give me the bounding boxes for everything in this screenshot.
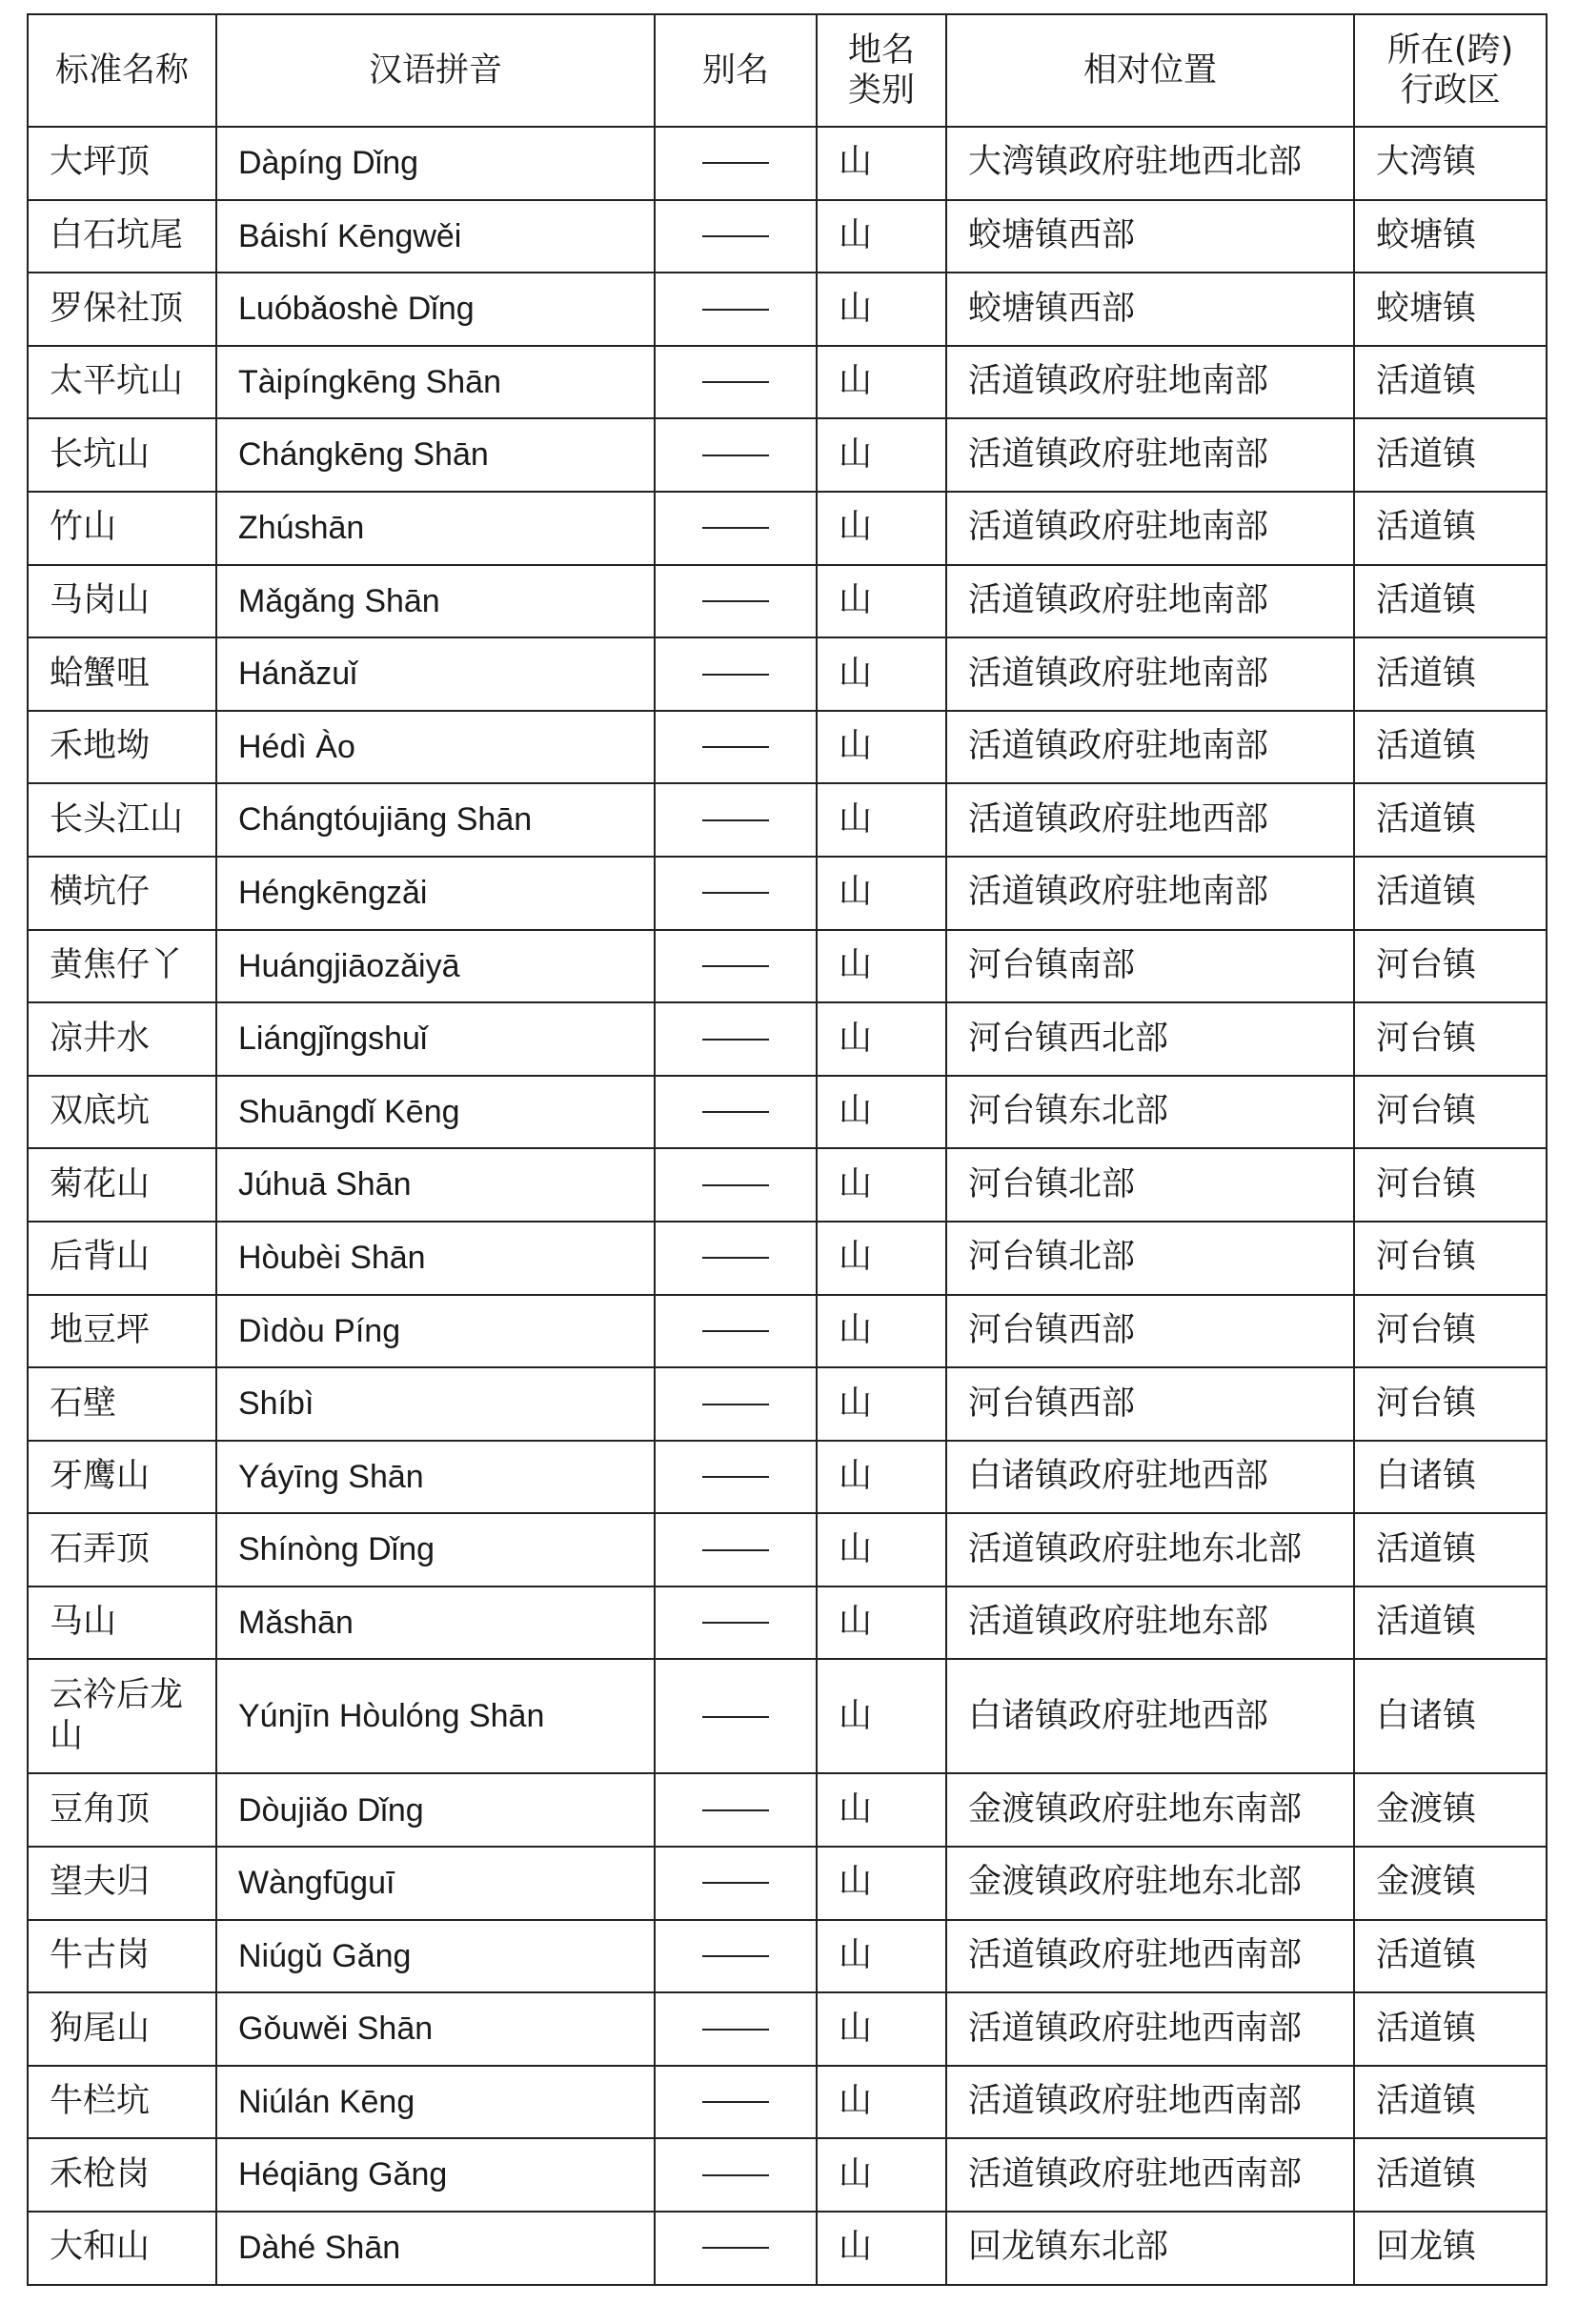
cell-admin-region: 活道镇 [1354, 492, 1547, 565]
cell-alias [655, 2138, 817, 2212]
table-row [28, 1367, 1547, 1441]
cell-relative-position: 金渡镇政府驻地东北部 [946, 1847, 1354, 1920]
table-row [28, 418, 1547, 492]
cell-category: 山 [817, 1148, 946, 1222]
cell-admin-region: 活道镇 [1354, 1586, 1547, 1660]
cell-pinyin: Héqiāng Gǎng [216, 2138, 655, 2212]
cell-pinyin: Liángjǐngshuǐ [216, 1002, 655, 1076]
cell-alias [655, 1076, 817, 1149]
cell-alias [655, 492, 817, 565]
cell-standard-name: 大和山 [28, 2212, 216, 2285]
cell-admin-region: 金渡镇 [1354, 1773, 1547, 1847]
cell-pinyin: Mǎshān [216, 1586, 655, 1660]
table-row [28, 1441, 1547, 1514]
cell-category: 山 [817, 1920, 946, 1993]
table-row [28, 857, 1547, 930]
place-name-table-page [27, 13, 1548, 2286]
no-alias-dash [702, 600, 769, 602]
cell-standard-name: 地豆坪 [28, 1295, 216, 1368]
table-row [28, 565, 1547, 638]
no-alias-dash [702, 1622, 769, 1624]
cell-pinyin: Júhuā Shān [216, 1148, 655, 1222]
cell-standard-name: 云衿后龙山 [28, 1659, 216, 1773]
cell-category: 山 [817, 1441, 946, 1514]
cell-category: 山 [817, 857, 946, 930]
cell-admin-region: 河台镇 [1354, 1295, 1547, 1368]
cell-alias [655, 565, 817, 638]
table-row [28, 1002, 1547, 1076]
cell-pinyin: Niúgǔ Gǎng [216, 1920, 655, 1993]
place-name-table [27, 13, 1548, 2286]
cell-alias [655, 1367, 817, 1441]
cell-standard-name: 石弄顶 [28, 1513, 216, 1586]
cell-category: 山 [817, 1513, 946, 1586]
cell-relative-position: 活道镇政府驻地南部 [946, 418, 1354, 492]
table-body [28, 127, 1547, 2285]
cell-relative-position: 活道镇政府驻地南部 [946, 492, 1354, 565]
cell-pinyin: Yáyīng Shān [216, 1441, 655, 1514]
cell-standard-name: 马岗山 [28, 565, 216, 638]
cell-category: 山 [817, 418, 946, 492]
header-admin-region [1354, 14, 1547, 127]
cell-alias [655, 2066, 817, 2139]
no-alias-dash [702, 235, 769, 237]
cell-alias [655, 127, 817, 200]
table-row [28, 2138, 1547, 2212]
cell-category: 山 [817, 711, 946, 784]
cell-relative-position: 白诸镇政府驻地西部 [946, 1659, 1354, 1773]
cell-relative-position: 活道镇政府驻地东部 [946, 1586, 1354, 1660]
header-standard-name: 标准名称 [28, 14, 216, 127]
cell-admin-region: 活道镇 [1354, 711, 1547, 784]
no-alias-dash [702, 381, 769, 383]
cell-relative-position: 河台镇西部 [946, 1367, 1354, 1441]
cell-admin-region: 河台镇 [1354, 1002, 1547, 1076]
cell-standard-name: 马山 [28, 1586, 216, 1660]
cell-standard-name: 长头江山 [28, 783, 216, 857]
cell-standard-name: 大坪顶 [28, 127, 216, 200]
cell-relative-position: 河台镇南部 [946, 930, 1354, 1003]
cell-admin-region: 活道镇 [1354, 1920, 1547, 1993]
cell-relative-position: 活道镇政府驻地西南部 [946, 1992, 1354, 2066]
cell-relative-position: 活道镇政府驻地南部 [946, 565, 1354, 638]
cell-alias [655, 418, 817, 492]
cell-category: 山 [817, 1586, 946, 1660]
cell-admin-region: 活道镇 [1354, 857, 1547, 930]
cell-relative-position: 河台镇北部 [946, 1222, 1354, 1295]
table-row [28, 1295, 1547, 1368]
cell-relative-position: 白诸镇政府驻地西部 [946, 1441, 1354, 1514]
cell-relative-position: 活道镇政府驻地南部 [946, 857, 1354, 930]
cell-admin-region: 回龙镇 [1354, 2212, 1547, 2285]
header-admin-line1: 所在(跨) [1386, 31, 1514, 70]
cell-pinyin: Niúlán Kēng [216, 2066, 655, 2139]
table-row [28, 127, 1547, 200]
cell-pinyin: Héngkēngzǎi [216, 857, 655, 930]
cell-standard-name: 禾枪岗 [28, 2138, 216, 2212]
cell-category: 山 [817, 1076, 946, 1149]
no-alias-dash [702, 1404, 769, 1405]
table-row [28, 200, 1547, 273]
cell-alias [655, 1513, 817, 1586]
no-alias-dash [702, 1257, 769, 1259]
no-alias-dash [702, 527, 769, 529]
table-row [28, 1659, 1547, 1773]
cell-alias [655, 1295, 817, 1368]
table-row [28, 1513, 1547, 1586]
cell-relative-position: 河台镇东北部 [946, 1076, 1354, 1149]
cell-category: 山 [817, 200, 946, 273]
cell-admin-region: 金渡镇 [1354, 1847, 1547, 1920]
cell-standard-name: 蛤蟹咀 [28, 637, 216, 711]
cell-category: 山 [817, 1659, 946, 1773]
no-alias-dash [702, 1184, 769, 1186]
cell-standard-name: 罗保社顶 [28, 273, 216, 346]
cell-alias [655, 1920, 817, 1993]
cell-category: 山 [817, 2066, 946, 2139]
table-row [28, 1076, 1547, 1149]
cell-admin-region: 河台镇 [1354, 1222, 1547, 1295]
no-alias-dash [702, 2247, 769, 2249]
cell-category: 山 [817, 637, 946, 711]
cell-relative-position: 蛟塘镇西部 [946, 273, 1354, 346]
cell-pinyin: Huángjiāozǎiyā [216, 930, 655, 1003]
no-alias-dash [702, 2174, 769, 2176]
cell-pinyin: Luóbǎoshè Dǐng [216, 273, 655, 346]
cell-standard-name: 凉井水 [28, 1002, 216, 1076]
cell-admin-region: 活道镇 [1354, 637, 1547, 711]
cell-admin-region: 白诸镇 [1354, 1441, 1547, 1514]
no-alias-dash [702, 1476, 769, 1478]
no-alias-dash [702, 1809, 769, 1811]
cell-alias [655, 1773, 817, 1847]
cell-standard-name: 牛栏坑 [28, 2066, 216, 2139]
cell-category: 山 [817, 565, 946, 638]
table-row [28, 1992, 1547, 2066]
cell-alias [655, 783, 817, 857]
cell-category: 山 [817, 1773, 946, 1847]
cell-category: 山 [817, 273, 946, 346]
cell-alias [655, 637, 817, 711]
cell-standard-name: 竹山 [28, 492, 216, 565]
cell-standard-name: 牛古岗 [28, 1920, 216, 1993]
no-alias-dash [702, 1882, 769, 1884]
cell-admin-region: 活道镇 [1354, 1992, 1547, 2066]
cell-standard-name: 后背山 [28, 1222, 216, 1295]
cell-admin-region: 活道镇 [1354, 346, 1547, 419]
no-alias-dash [702, 1039, 769, 1041]
cell-category: 山 [817, 127, 946, 200]
cell-admin-region: 河台镇 [1354, 1148, 1547, 1222]
cell-admin-region: 河台镇 [1354, 1076, 1547, 1149]
cell-pinyin: Chángkēng Shān [216, 418, 655, 492]
cell-standard-name: 白石坑尾 [28, 200, 216, 273]
cell-alias [655, 857, 817, 930]
cell-relative-position: 活道镇政府驻地西南部 [946, 2138, 1354, 2212]
header-category-line1: 地名 [847, 31, 915, 70]
cell-alias [655, 1441, 817, 1514]
no-alias-dash [702, 2029, 769, 2031]
cell-pinyin: Wàngfūguī [216, 1847, 655, 1920]
no-alias-dash [702, 1955, 769, 1957]
cell-category: 山 [817, 346, 946, 419]
cell-standard-name: 豆角顶 [28, 1773, 216, 1847]
cell-relative-position: 活道镇政府驻地南部 [946, 346, 1354, 419]
header-category [817, 14, 946, 127]
cell-alias [655, 1222, 817, 1295]
cell-category: 山 [817, 1847, 946, 1920]
cell-pinyin: Hòubèi Shān [216, 1222, 655, 1295]
cell-relative-position: 金渡镇政府驻地东南部 [946, 1773, 1354, 1847]
cell-relative-position: 活道镇政府驻地西南部 [946, 1920, 1354, 1993]
cell-admin-region: 河台镇 [1354, 1367, 1547, 1441]
header-admin-line2: 行政区 [1400, 71, 1501, 110]
no-alias-dash [702, 674, 769, 676]
cell-category: 山 [817, 2138, 946, 2212]
no-alias-dash [702, 746, 769, 748]
header-alias: 别名 [655, 14, 817, 127]
table-row [28, 1920, 1547, 1993]
cell-pinyin: Mǎgǎng Shān [216, 565, 655, 638]
cell-standard-name: 狗尾山 [28, 1992, 216, 2066]
cell-relative-position: 活道镇政府驻地西南部 [946, 2066, 1354, 2139]
cell-pinyin: Tàipíngkēng Shān [216, 346, 655, 419]
table-row [28, 1586, 1547, 1660]
cell-pinyin: Shíbì [216, 1367, 655, 1441]
cell-relative-position: 活道镇政府驻地东北部 [946, 1513, 1354, 1586]
cell-pinyin: Dàpíng Dǐng [216, 127, 655, 200]
cell-pinyin: Shuāngdǐ Kēng [216, 1076, 655, 1149]
header-relative-position: 相对位置 [946, 14, 1354, 127]
header-pinyin: 汉语拼音 [216, 14, 655, 127]
cell-admin-region: 活道镇 [1354, 565, 1547, 638]
cell-relative-position: 河台镇西部 [946, 1295, 1354, 1368]
no-alias-dash [702, 965, 769, 967]
cell-pinyin: Báishí Kēngwěi [216, 200, 655, 273]
header-row [28, 14, 1547, 127]
cell-relative-position: 活道镇政府驻地西部 [946, 783, 1354, 857]
header-category-line2: 类别 [847, 71, 915, 110]
cell-standard-name: 菊花山 [28, 1148, 216, 1222]
no-alias-dash [702, 819, 769, 821]
cell-relative-position: 蛟塘镇西部 [946, 200, 1354, 273]
table-row [28, 1148, 1547, 1222]
table-row [28, 711, 1547, 784]
no-alias-dash [702, 455, 769, 456]
table-row [28, 1773, 1547, 1847]
cell-alias [655, 1002, 817, 1076]
cell-category: 山 [817, 930, 946, 1003]
no-alias-dash [702, 892, 769, 894]
cell-relative-position: 活道镇政府驻地南部 [946, 637, 1354, 711]
cell-alias [655, 273, 817, 346]
table-row [28, 2066, 1547, 2139]
no-alias-dash [702, 309, 769, 311]
no-alias-dash [702, 162, 769, 164]
no-alias-dash [702, 1716, 769, 1718]
table-row [28, 346, 1547, 419]
cell-alias [655, 2212, 817, 2285]
cell-pinyin: Shínòng Dǐng [216, 1513, 655, 1586]
cell-alias [655, 1847, 817, 1920]
cell-pinyin: Dòujiǎo Dǐng [216, 1773, 655, 1847]
cell-pinyin: Dàhé Shān [216, 2212, 655, 2285]
cell-admin-region: 蛟塘镇 [1354, 273, 1547, 346]
cell-standard-name: 望夫归 [28, 1847, 216, 1920]
cell-standard-name: 双底坑 [28, 1076, 216, 1149]
cell-pinyin: Hánǎzuǐ [216, 637, 655, 711]
cell-alias [655, 346, 817, 419]
cell-standard-name: 长坑山 [28, 418, 216, 492]
cell-pinyin: Zhúshān [216, 492, 655, 565]
table-row [28, 930, 1547, 1003]
cell-pinyin: Dìdòu Píng [216, 1295, 655, 1368]
table-row [28, 1847, 1547, 1920]
cell-alias [655, 200, 817, 273]
cell-standard-name: 横坑仔 [28, 857, 216, 930]
no-alias-dash [702, 1330, 769, 1332]
cell-category: 山 [817, 1002, 946, 1076]
cell-alias [655, 1148, 817, 1222]
no-alias-dash [702, 1111, 769, 1113]
cell-pinyin: Chángtóujiāng Shān [216, 783, 655, 857]
cell-pinyin: Gǒuwěi Shān [216, 1992, 655, 2066]
cell-alias [655, 1586, 817, 1660]
cell-standard-name: 石壁 [28, 1367, 216, 1441]
table-row [28, 492, 1547, 565]
cell-standard-name: 牙鹰山 [28, 1441, 216, 1514]
cell-category: 山 [817, 783, 946, 857]
cell-admin-region: 蛟塘镇 [1354, 200, 1547, 273]
cell-pinyin: Yúnjīn Hòulóng Shān [216, 1659, 655, 1773]
cell-admin-region: 活道镇 [1354, 783, 1547, 857]
cell-alias [655, 711, 817, 784]
cell-category: 山 [817, 1992, 946, 2066]
cell-standard-name: 禾地坳 [28, 711, 216, 784]
cell-admin-region: 活道镇 [1354, 418, 1547, 492]
cell-pinyin: Hédì Ào [216, 711, 655, 784]
cell-standard-name: 太平坑山 [28, 346, 216, 419]
cell-admin-region: 活道镇 [1354, 2138, 1547, 2212]
cell-category: 山 [817, 1295, 946, 1368]
cell-admin-region: 河台镇 [1354, 930, 1547, 1003]
cell-relative-position: 活道镇政府驻地南部 [946, 711, 1354, 784]
cell-relative-position: 河台镇西北部 [946, 1002, 1354, 1076]
cell-standard-name: 黄焦仔丫 [28, 930, 216, 1003]
table-row [28, 1222, 1547, 1295]
cell-admin-region: 活道镇 [1354, 1513, 1547, 1586]
cell-category: 山 [817, 492, 946, 565]
cell-alias [655, 1992, 817, 2066]
cell-category: 山 [817, 1367, 946, 1441]
cell-relative-position: 大湾镇政府驻地西北部 [946, 127, 1354, 200]
no-alias-dash [702, 2101, 769, 2103]
cell-alias [655, 1659, 817, 1773]
table-row [28, 783, 1547, 857]
cell-admin-region: 活道镇 [1354, 2066, 1547, 2139]
table-row [28, 273, 1547, 346]
cell-alias [655, 930, 817, 1003]
table-row [28, 637, 1547, 711]
cell-admin-region: 大湾镇 [1354, 127, 1547, 200]
table-row [28, 2212, 1547, 2285]
cell-relative-position: 河台镇北部 [946, 1148, 1354, 1222]
cell-admin-region: 白诸镇 [1354, 1659, 1547, 1773]
cell-relative-position: 回龙镇东北部 [946, 2212, 1354, 2285]
cell-category: 山 [817, 1222, 946, 1295]
no-alias-dash [702, 1549, 769, 1551]
cell-category: 山 [817, 2212, 946, 2285]
